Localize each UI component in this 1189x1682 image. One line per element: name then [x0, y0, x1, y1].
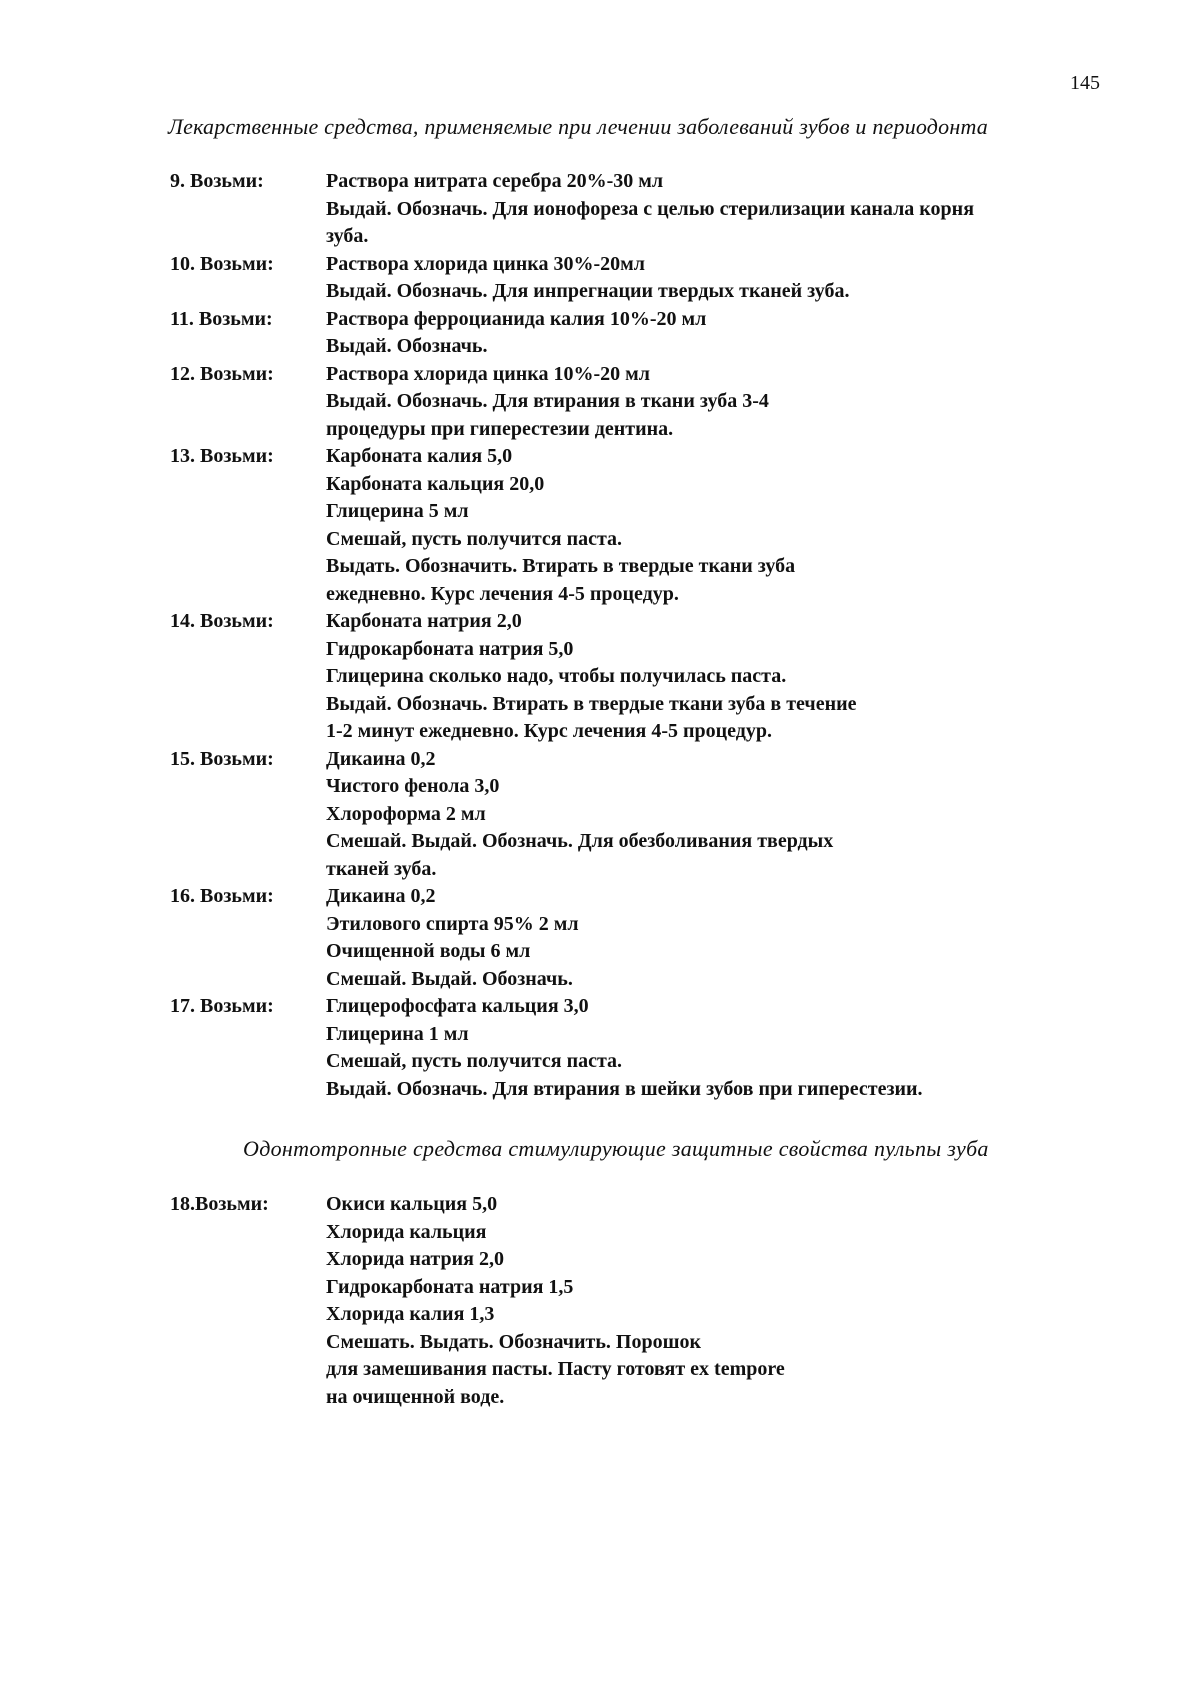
prescription-label: 12. Возьми:: [170, 362, 274, 385]
prescription-line: Выдать. Обозначить. Втирать в твердые ткани зуба: [326, 555, 796, 577]
prescription-line: Смешай, пусть получится паста.: [326, 527, 623, 550]
prescription-text: [326, 443, 1070, 608]
prescription-line: Этилового спирта 95% 2 мл: [326, 912, 579, 935]
prescription-line: тканей зуба.: [326, 857, 437, 880]
prescription-entry: [170, 361, 1070, 444]
prescription-label: 14. Возьми:: [170, 610, 274, 632]
prescription-entry: [170, 251, 1070, 306]
prescription-line: Глицерина сколько надо, чтобы получилась паста.: [326, 665, 787, 687]
prescription-entry: [170, 443, 1070, 608]
prescriptions-section: [170, 168, 1070, 1103]
prescription-line: Окиси кальция 5,0: [326, 1193, 498, 1215]
prescription-line: Дикаина 0,2: [326, 747, 436, 770]
prescription-line: Раствора хлорида цинка 10%-20 мл: [326, 362, 650, 385]
prescription-text: [326, 361, 1070, 444]
prescription-text: [326, 883, 1070, 993]
prescription-line: Гидрокарбоната натрия 1,5: [326, 1275, 574, 1298]
prescription-entry: [170, 1191, 1070, 1411]
prescription-line: Выдай. Обозначь. Для втирания в шейки зубов при гиперестезии.: [326, 1077, 923, 1100]
prescription-entry: [170, 993, 1070, 1103]
prescription-text: [326, 306, 1070, 361]
prescription-line: зуба.: [326, 225, 369, 247]
prescription-line: Карбоната натрия 2,0: [326, 610, 522, 632]
prescription-line: Карбоната калия 5,0: [326, 445, 513, 467]
prescription-line: Выдай. Обозначь. Для инпрегнации твердых тканей зуба.: [326, 280, 850, 302]
section-subheading: Одонтотропные средства стимулирующие защитные свойства пульпы зуба: [243, 1136, 989, 1161]
prescription-line: Хлорида калия 1,3: [326, 1303, 495, 1325]
prescription-line: Карбоната кальция 20,0: [326, 472, 545, 495]
prescription-line: Очищенной воды 6 мл: [326, 940, 531, 962]
prescription-line: Хлорида кальция: [326, 1220, 487, 1243]
prescription-label: 10. Возьми:: [170, 252, 274, 275]
prescription-line: Гидрокарбоната натрия 5,0: [326, 637, 574, 660]
prescription-line: Выдай. Обозначь. Втирать в твердые ткани зуба в течение: [326, 692, 857, 715]
prescription-label: 16. Возьми:: [170, 885, 274, 907]
prescription-line: Глицерофосфата кальция 3,0: [326, 995, 589, 1017]
prescription-entry: [170, 883, 1070, 993]
prescription-entry: [170, 746, 1070, 884]
prescription-text: [326, 168, 1070, 251]
prescription-line: Глицерина 5 мл: [326, 500, 469, 522]
prescription-text: [326, 608, 1070, 746]
prescription-line: Чистого фенола 3,0: [326, 775, 500, 797]
prescription-line: Хлорида натрия 2,0: [326, 1248, 504, 1270]
prescription-label: 9. Возьми:: [170, 170, 264, 192]
prescription-line: Дикаина 0,2: [326, 885, 436, 907]
prescription-line: Смешай, пусть получится паста.: [326, 1050, 623, 1072]
running-header: Лекарственные средства, применяемые при лечении заболеваний зубов и периодонта: [168, 114, 989, 139]
prescription-line: 1-2 минут ежедневно. Курс лечения 4-5 процедур.: [326, 720, 773, 742]
prescription-line: процедуры при гиперестезии дентина.: [326, 417, 674, 440]
prescription-line: Выдай. Обозначь.: [326, 335, 488, 357]
prescription-line: Раствора нитрата серебра 20%-30 мл: [326, 170, 664, 192]
prescription-line: Хлороформа 2 мл: [326, 802, 486, 825]
prescription-label: 13. Возьми:: [170, 445, 274, 467]
prescription-line: Глицерина 1 мл: [326, 1022, 469, 1045]
prescription-line: для замешивания пасты. Пасту готовят ex tempore: [326, 1358, 785, 1380]
prescription-entry: [170, 608, 1070, 746]
prescription-line: Раствора хлорида цинка 30%-20мл: [326, 252, 645, 275]
prescription-entry: [170, 168, 1070, 251]
prescription-text: [326, 746, 1070, 884]
prescription-label: 17. Возьми:: [170, 995, 274, 1017]
prescription-text: [326, 993, 1070, 1103]
prescription-text: [326, 1191, 1070, 1411]
prescription-line: Смешай. Выдай. Обозначь.: [326, 967, 573, 990]
page-number: 145: [1070, 72, 1100, 94]
prescription-line: Смешай. Выдай. Обозначь. Для обезболивания твердых: [326, 830, 834, 852]
prescriptions-section-odontotropic: [170, 1191, 1070, 1411]
prescription-label: 11. Возьми:: [170, 307, 273, 330]
prescription-label: 15. Возьми:: [170, 747, 274, 770]
prescription-text: [326, 251, 1070, 306]
prescription-line: Выдай. Обозначь. Для втирания в ткани зуба 3-4: [326, 390, 769, 412]
prescription-entry: [170, 306, 1070, 361]
prescription-label: 18.Возьми:: [170, 1193, 269, 1215]
prescription-line: Выдай. Обозначь. Для ионофореза с целью стерилизации канала корня: [326, 197, 975, 220]
prescription-line: Смешать. Выдать. Обозначить. Порошок: [326, 1330, 702, 1353]
prescription-line: Раствора ферроцианида калия 10%-20 мл: [326, 307, 707, 330]
prescription-line: на очищенной воде.: [326, 1385, 505, 1408]
prescription-line: ежедневно. Курс лечения 4-5 процедур.: [326, 582, 679, 605]
